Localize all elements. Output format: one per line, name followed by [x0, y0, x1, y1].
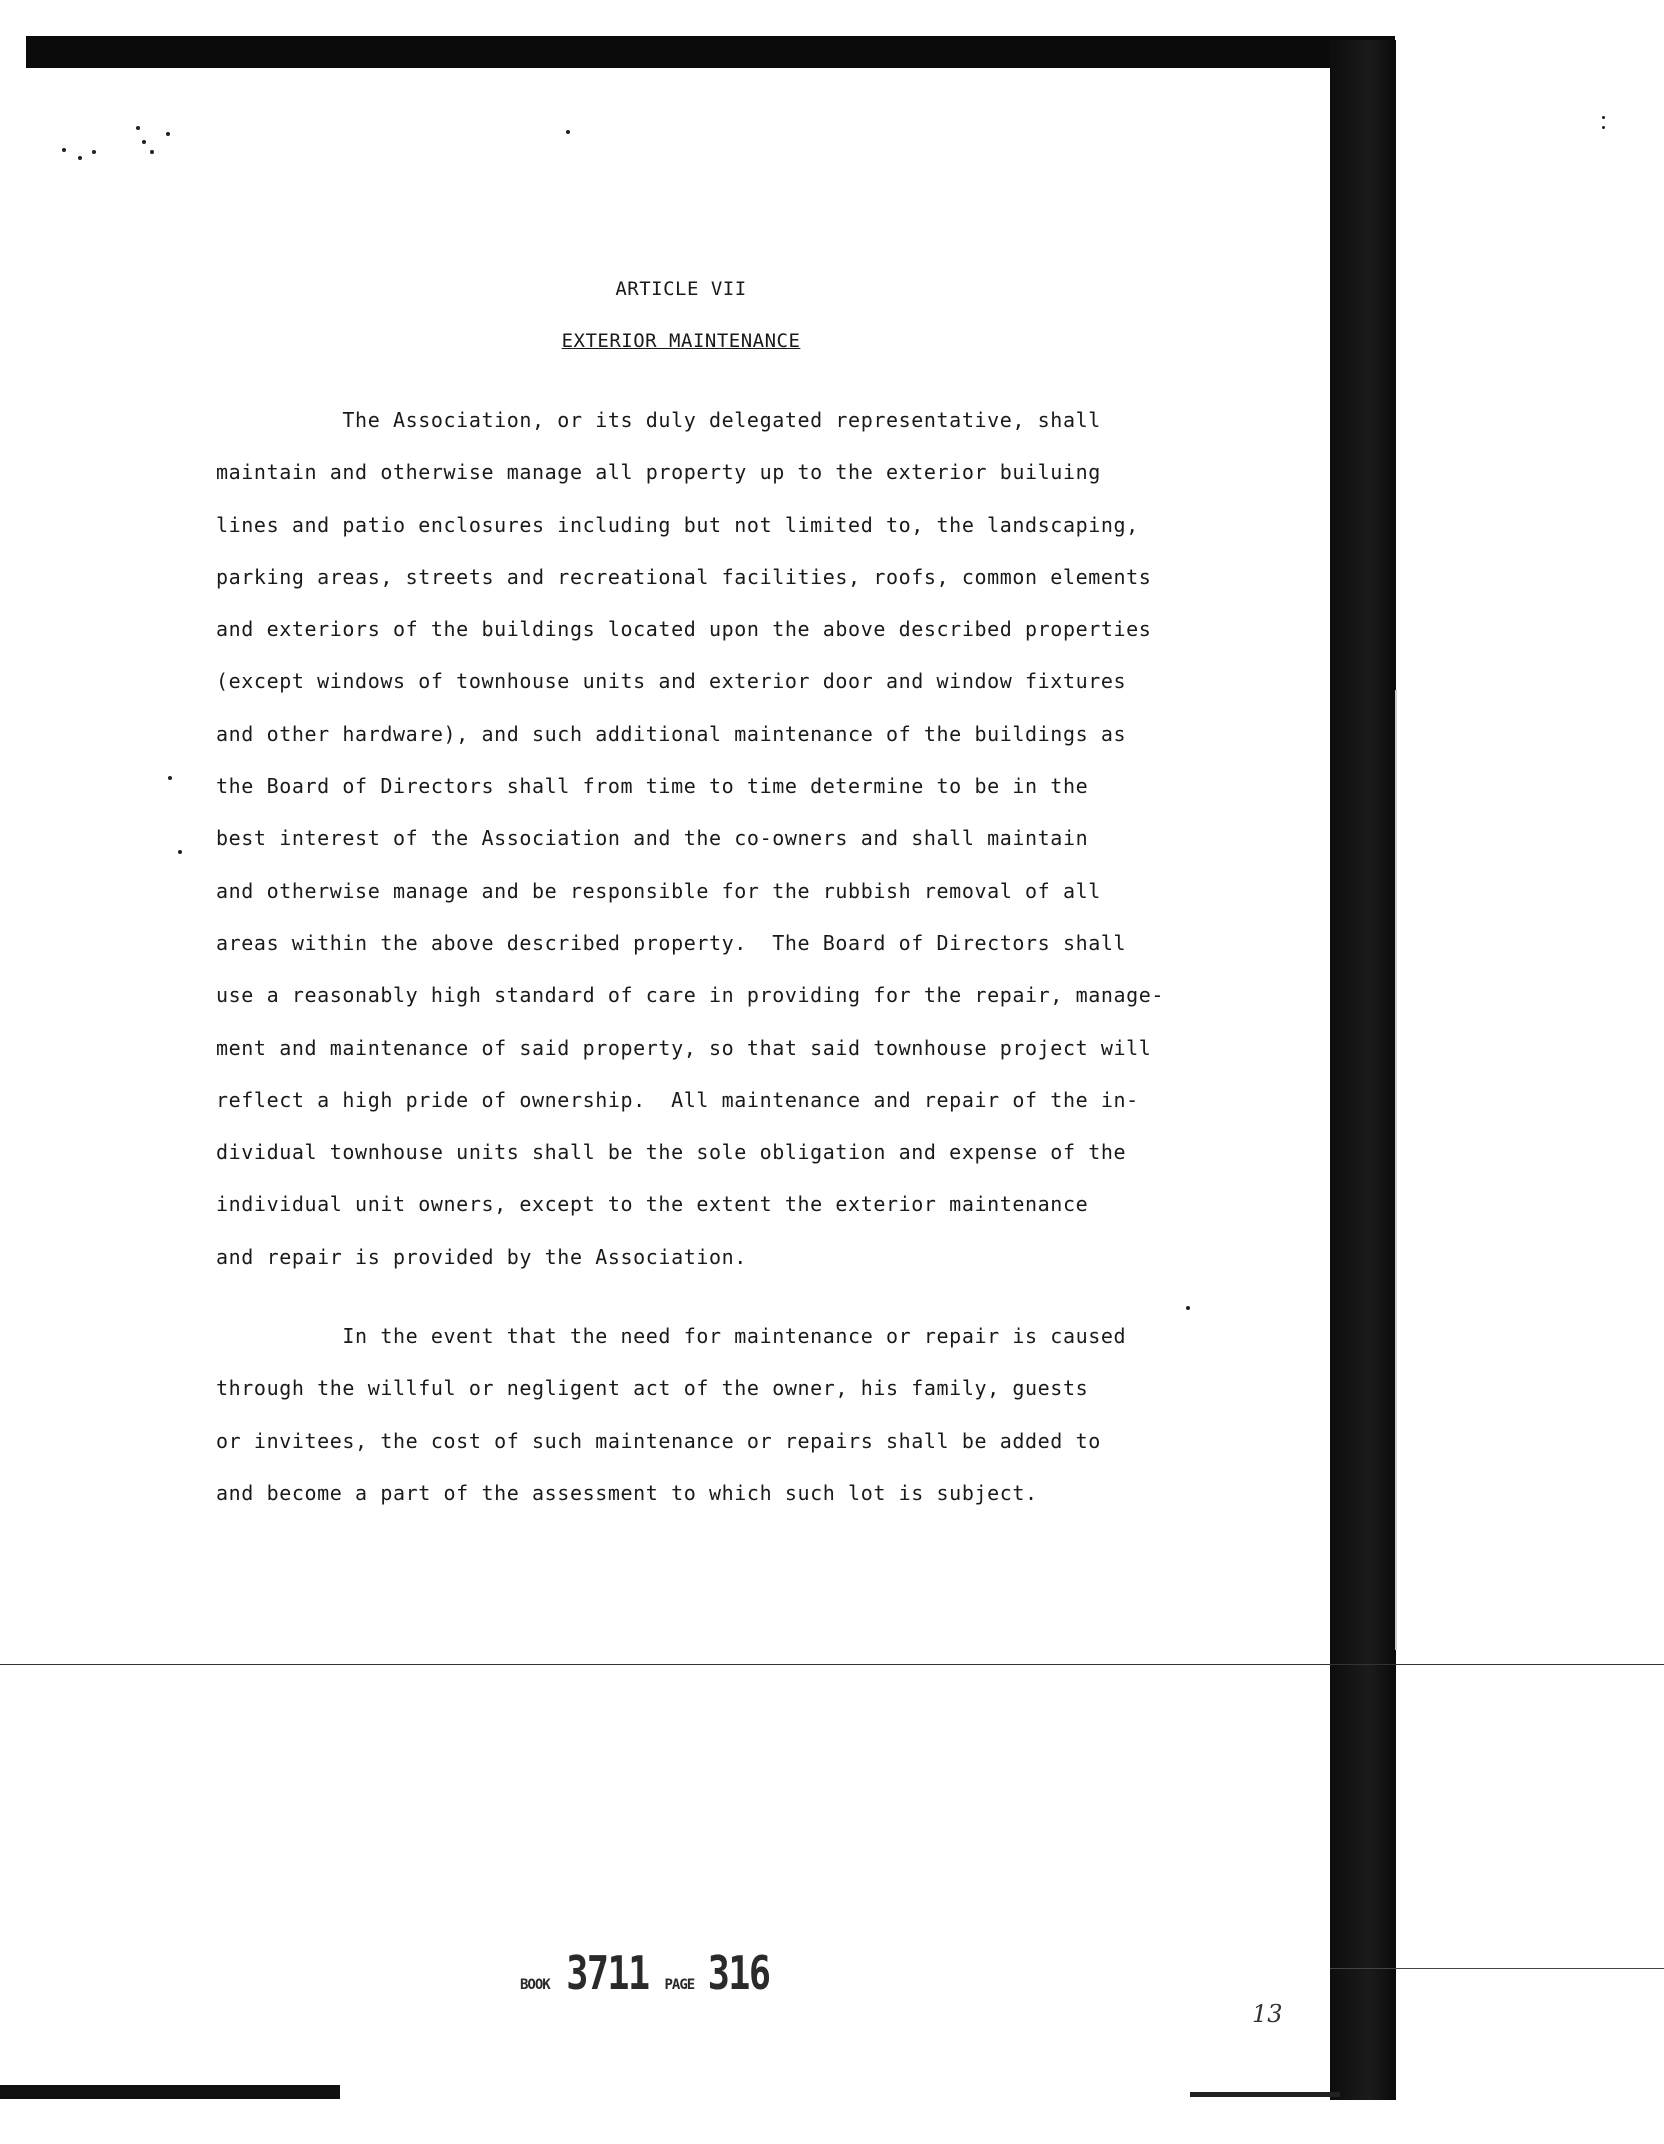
- scan-horizontal-line-lower: [1330, 1968, 1664, 1969]
- paragraph-line: and repair is provided by the Association.: [216, 1244, 747, 1269]
- scan-vertical-line: [1395, 690, 1397, 1650]
- paragraph-line: lines and patio enclosures including but not limited to, the landscaping,: [216, 512, 1139, 537]
- paragraph-line: dividual townhouse units shall be the sole obligation and expense of the: [216, 1140, 1127, 1165]
- paragraph-line: use a reasonably high standard of care in providing for the repair, manage-: [216, 983, 1165, 1008]
- scan-speck: [178, 850, 182, 854]
- scan-speck: [62, 148, 66, 152]
- paragraph-line: ment and maintenance of said property, so that said townhouse project will: [216, 1035, 1152, 1060]
- paragraph-line: maintain and otherwise manage all property up to the exterior builuing: [216, 460, 1101, 485]
- stamp-page-number: 316: [707, 1946, 770, 2000]
- scan-bottom-strip: [1190, 2092, 1340, 2097]
- paragraph-line: and exteriors of the buildings located upon the above described properties: [216, 617, 1152, 642]
- scan-horizontal-line: [0, 1664, 1664, 1665]
- paragraph-line: The Association, or its duly delegated representative, shall: [216, 408, 1101, 432]
- scan-speck: [150, 150, 154, 154]
- paragraph-line: through the willful or negligent act of the owner, his family, guests: [216, 1376, 1089, 1401]
- scan-speck: [1602, 126, 1605, 129]
- book-page-stamp: [520, 1946, 777, 2000]
- paragraph-1: [216, 394, 1216, 1283]
- handwritten-page-number: 13: [1252, 2000, 1283, 2028]
- paragraph-line: (except windows of townhouse units and exterior door and window fixtures: [216, 669, 1127, 694]
- paragraph-line: parking areas, streets and recreational facilities, roofs, common elements: [216, 564, 1152, 589]
- scan-top-border: [0, 36, 1395, 68]
- article-title: ARTICLE VII: [615, 278, 747, 300]
- scan-speck: [168, 776, 172, 780]
- paragraph-line: and otherwise manage and be responsible for the rubbish removal of all: [216, 878, 1101, 903]
- scan-speck: [566, 130, 570, 134]
- stamp-book-label: BOOK: [520, 1977, 550, 1993]
- paragraph-line: reflect a high pride of ownership. All maintenance and repair of the in-: [216, 1087, 1139, 1112]
- scan-speck: [136, 126, 140, 130]
- scan-speck: [78, 156, 82, 160]
- paragraph-line: areas within the above described property. The Board of Directors shall: [216, 930, 1127, 955]
- paragraph-line: best interest of the Association and the co-owners and shall maintain: [216, 826, 1089, 851]
- paragraph-line: In the event that the need for maintenance or repair is caused: [216, 1324, 1127, 1348]
- paragraph-line: and other hardware), and such additional maintenance of the buildings as: [216, 721, 1127, 746]
- scan-speck: [166, 132, 170, 136]
- paragraph-line: or invitees, the cost of such maintenance or repairs shall be added to: [216, 1428, 1101, 1453]
- scan-speck: [1602, 116, 1605, 119]
- scan-bottom-bar: [0, 2085, 340, 2099]
- paragraph-line: and become a part of the assessment to which such lot is subject.: [216, 1480, 1038, 1505]
- stamp-book-number: 3711: [565, 1946, 649, 2000]
- scan-speck: [92, 150, 96, 154]
- scan-speck: [142, 140, 146, 144]
- paragraph-2: [216, 1310, 1216, 1519]
- paragraph-line: individual unit owners, except to the extent the exterior maintenance: [216, 1192, 1089, 1217]
- section-title: EXTERIOR MAINTENANCE: [561, 330, 801, 352]
- stamp-page-label: PAGE: [664, 1977, 695, 1993]
- paragraph-line: the Board of Directors shall from time to time determine to be in the: [216, 774, 1089, 799]
